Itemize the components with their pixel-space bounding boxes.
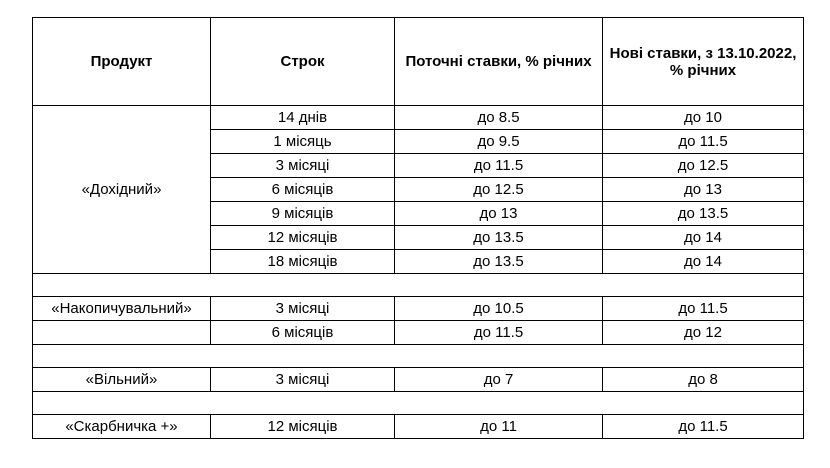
table-row bbox=[33, 321, 804, 345]
new-rate-cell: до 13.5 bbox=[603, 202, 804, 226]
current-rate-cell: до 8.5 bbox=[395, 106, 603, 130]
term-cell: 18 місяців bbox=[211, 250, 395, 274]
term-cell: 3 місяці bbox=[211, 154, 395, 178]
current-rate-cell: до 12.5 bbox=[395, 178, 603, 202]
term-cell: 6 місяців bbox=[211, 178, 395, 202]
deposit-rates-table bbox=[32, 17, 804, 439]
table-row bbox=[33, 415, 804, 439]
separator-cell bbox=[33, 345, 804, 368]
product-cell-skarbnychka: «Скарбничка +» bbox=[33, 415, 211, 439]
header-term: Строк bbox=[211, 18, 395, 106]
separator-row bbox=[33, 345, 804, 368]
term-cell: 12 місяців bbox=[211, 226, 395, 250]
term-cell: 3 місяці bbox=[211, 368, 395, 392]
new-rate-cell: до 13 bbox=[603, 178, 804, 202]
new-rate-cell: до 10 bbox=[603, 106, 804, 130]
new-rate-cell: до 14 bbox=[603, 226, 804, 250]
term-cell: 9 місяців bbox=[211, 202, 395, 226]
current-rate-cell: до 7 bbox=[395, 368, 603, 392]
term-cell: 1 місяць bbox=[211, 130, 395, 154]
new-rate-cell: до 11.5 bbox=[603, 297, 804, 321]
product-cell-nakopychuvalnyi: «Накопичувальний» bbox=[33, 297, 211, 321]
table-row bbox=[33, 106, 804, 130]
term-cell: 3 місяці bbox=[211, 297, 395, 321]
current-rate-cell: до 11 bbox=[395, 415, 603, 439]
separator-cell bbox=[33, 274, 804, 297]
new-rate-cell: до 14 bbox=[603, 250, 804, 274]
term-cell: 14 днів bbox=[211, 106, 395, 130]
new-rate-cell: до 12 bbox=[603, 321, 804, 345]
new-rate-cell: до 11.5 bbox=[603, 130, 804, 154]
table-row bbox=[33, 297, 804, 321]
term-cell: 6 місяців bbox=[211, 321, 395, 345]
current-rate-cell: до 10.5 bbox=[395, 297, 603, 321]
separator-row bbox=[33, 392, 804, 415]
header-new-rates: Нові ставки, з 13.10.2022, % річних bbox=[603, 18, 804, 106]
empty-product-cell bbox=[33, 321, 211, 345]
header-product: Продукт bbox=[33, 18, 211, 106]
current-rate-cell: до 11.5 bbox=[395, 154, 603, 178]
new-rate-cell: до 8 bbox=[603, 368, 804, 392]
table-row bbox=[33, 368, 804, 392]
separator-row bbox=[33, 274, 804, 297]
new-rate-cell: до 11.5 bbox=[603, 415, 804, 439]
product-cell-vilnyi: «Вільний» bbox=[33, 368, 211, 392]
header-row bbox=[33, 18, 804, 106]
term-cell: 12 місяців bbox=[211, 415, 395, 439]
current-rate-cell: до 13.5 bbox=[395, 250, 603, 274]
current-rate-cell: до 11.5 bbox=[395, 321, 603, 345]
header-current-rates: Поточні ставки, % річних bbox=[395, 18, 603, 106]
current-rate-cell: до 13.5 bbox=[395, 226, 603, 250]
product-cell-dokhidnyi: «Дохідний» bbox=[33, 106, 211, 274]
new-rate-cell: до 12.5 bbox=[603, 154, 804, 178]
current-rate-cell: до 9.5 bbox=[395, 130, 603, 154]
separator-cell bbox=[33, 392, 804, 415]
current-rate-cell: до 13 bbox=[395, 202, 603, 226]
